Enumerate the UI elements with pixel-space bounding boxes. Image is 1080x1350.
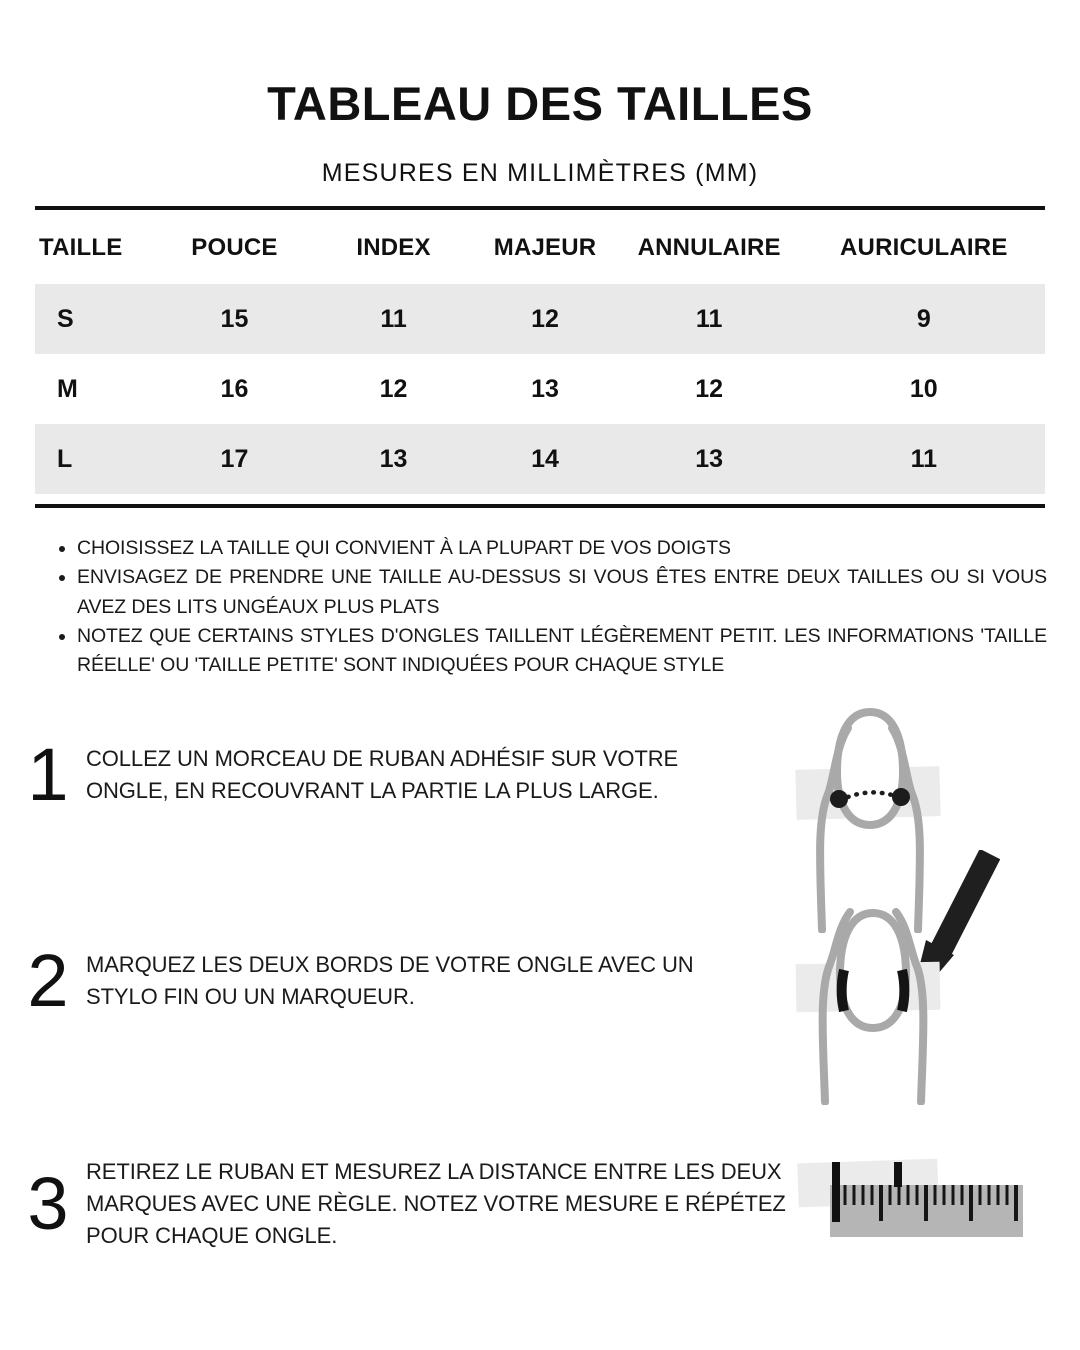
step-2 <box>26 939 701 1022</box>
size-value: 9 <box>916 304 931 333</box>
note-item: • CHOISISSEZ LA TAILLE QUI CONVIENT À LA PLUPART DE VOS DOIGTS <box>77 534 1047 563</box>
size-value: 12 <box>695 374 724 403</box>
step-1 <box>26 733 746 816</box>
nail-marking-pen-illustration <box>788 850 1000 1105</box>
table-row-m <box>35 354 1045 424</box>
measure-dot-right <box>892 788 910 806</box>
ink-mark-right <box>894 1162 902 1187</box>
step-3-number: 3 <box>27 1161 69 1245</box>
size-value: 11 <box>380 304 407 333</box>
size-table <box>35 212 1045 494</box>
column-header-index: INDEX <box>356 234 431 261</box>
step-2-number: 2 <box>27 939 69 1022</box>
column-header-annulaire: ANNULAIRE <box>637 234 781 261</box>
size-label: S <box>57 304 74 333</box>
step-2-text: MARQUEZ LES DEUX BORDS DE VOTRE ONGLE AVEC UN STYLO FIN OU UN MARQUEUR. <box>86 952 694 1009</box>
size-value: 12 <box>379 374 408 403</box>
step-3-text: RETIREZ LE RUBAN ET MESUREZ LA DISTANCE ENTRE LES DEUX MARQUES AVEC UNE RÈGLE. NOTEZ VOTRE MESURE E RÉPÉTEZ POUR CHAQUE ONGLE. <box>86 1159 786 1248</box>
sizing-notes <box>55 534 1047 680</box>
size-value: 15 <box>220 304 249 333</box>
note-item: • ENVISAGEZ DE PRENDRE UNE TAILLE AU-DESSUS SI VOUS ÊTES ENTRE DEUX TAILLES OU SI VOUS AVEZ DES LITS UNGÉAUX PLUS PLATS <box>77 563 1047 622</box>
size-table-header-row <box>35 212 1045 284</box>
ink-mark-right <box>902 970 904 1011</box>
size-value: 13 <box>695 444 724 473</box>
size-value: 10 <box>909 374 938 403</box>
size-value: 14 <box>531 444 559 473</box>
note-item: • NOTEZ QUE CERTAINS STYLES D'ONGLES TAILLENT LÉGÈREMENT PETIT. LES INFORMATIONS 'TAILLE RÉELLE' OU 'TAILLE PETITE' SONT INDIQUÉES POUR CHAQUE STYLE <box>77 622 1047 681</box>
pen-icon <box>940 854 990 952</box>
size-value: 13 <box>531 374 559 403</box>
step-3 <box>26 1156 788 1252</box>
column-header-auriculaire: AURICULAIRE <box>840 234 1008 261</box>
size-label: L <box>57 444 73 473</box>
ruler-measurement-illustration <box>788 1155 1033 1247</box>
column-header-majeur: MAJEUR <box>493 234 597 261</box>
table-bottom-rule <box>35 504 1045 508</box>
column-header-pouce: POUCE <box>191 234 278 261</box>
size-value: 12 <box>531 304 559 333</box>
notes-list <box>55 534 1047 680</box>
step-1-text: COLLEZ UN MORCEAU DE RUBAN ADHÉSIF SUR VOTRE ONGLE, EN RECOUVRANT LA PARTIE LA PLUS LARGE. <box>86 746 679 803</box>
table-row-s <box>35 284 1045 354</box>
column-header-taille: TAILLE <box>39 234 123 261</box>
size-label: M <box>57 374 78 403</box>
ink-mark-left <box>842 970 844 1011</box>
page-header <box>0 76 1080 188</box>
measure-dot-left <box>830 790 848 808</box>
nail-outline <box>840 913 906 1028</box>
size-value: 13 <box>379 444 408 473</box>
size-value: 11 <box>910 444 937 473</box>
size-value: 17 <box>220 444 249 473</box>
page-title: TABLEAU DES TAILLES <box>267 77 813 130</box>
table-top-rule <box>35 206 1045 210</box>
table-row-l <box>35 424 1045 494</box>
size-value: 11 <box>695 304 723 333</box>
page-subtitle: MESURES EN MILLIMÈTRES (MM) <box>321 159 759 187</box>
size-value: 16 <box>220 374 249 403</box>
ink-mark-left <box>832 1162 840 1222</box>
step-1-number: 1 <box>27 733 69 816</box>
